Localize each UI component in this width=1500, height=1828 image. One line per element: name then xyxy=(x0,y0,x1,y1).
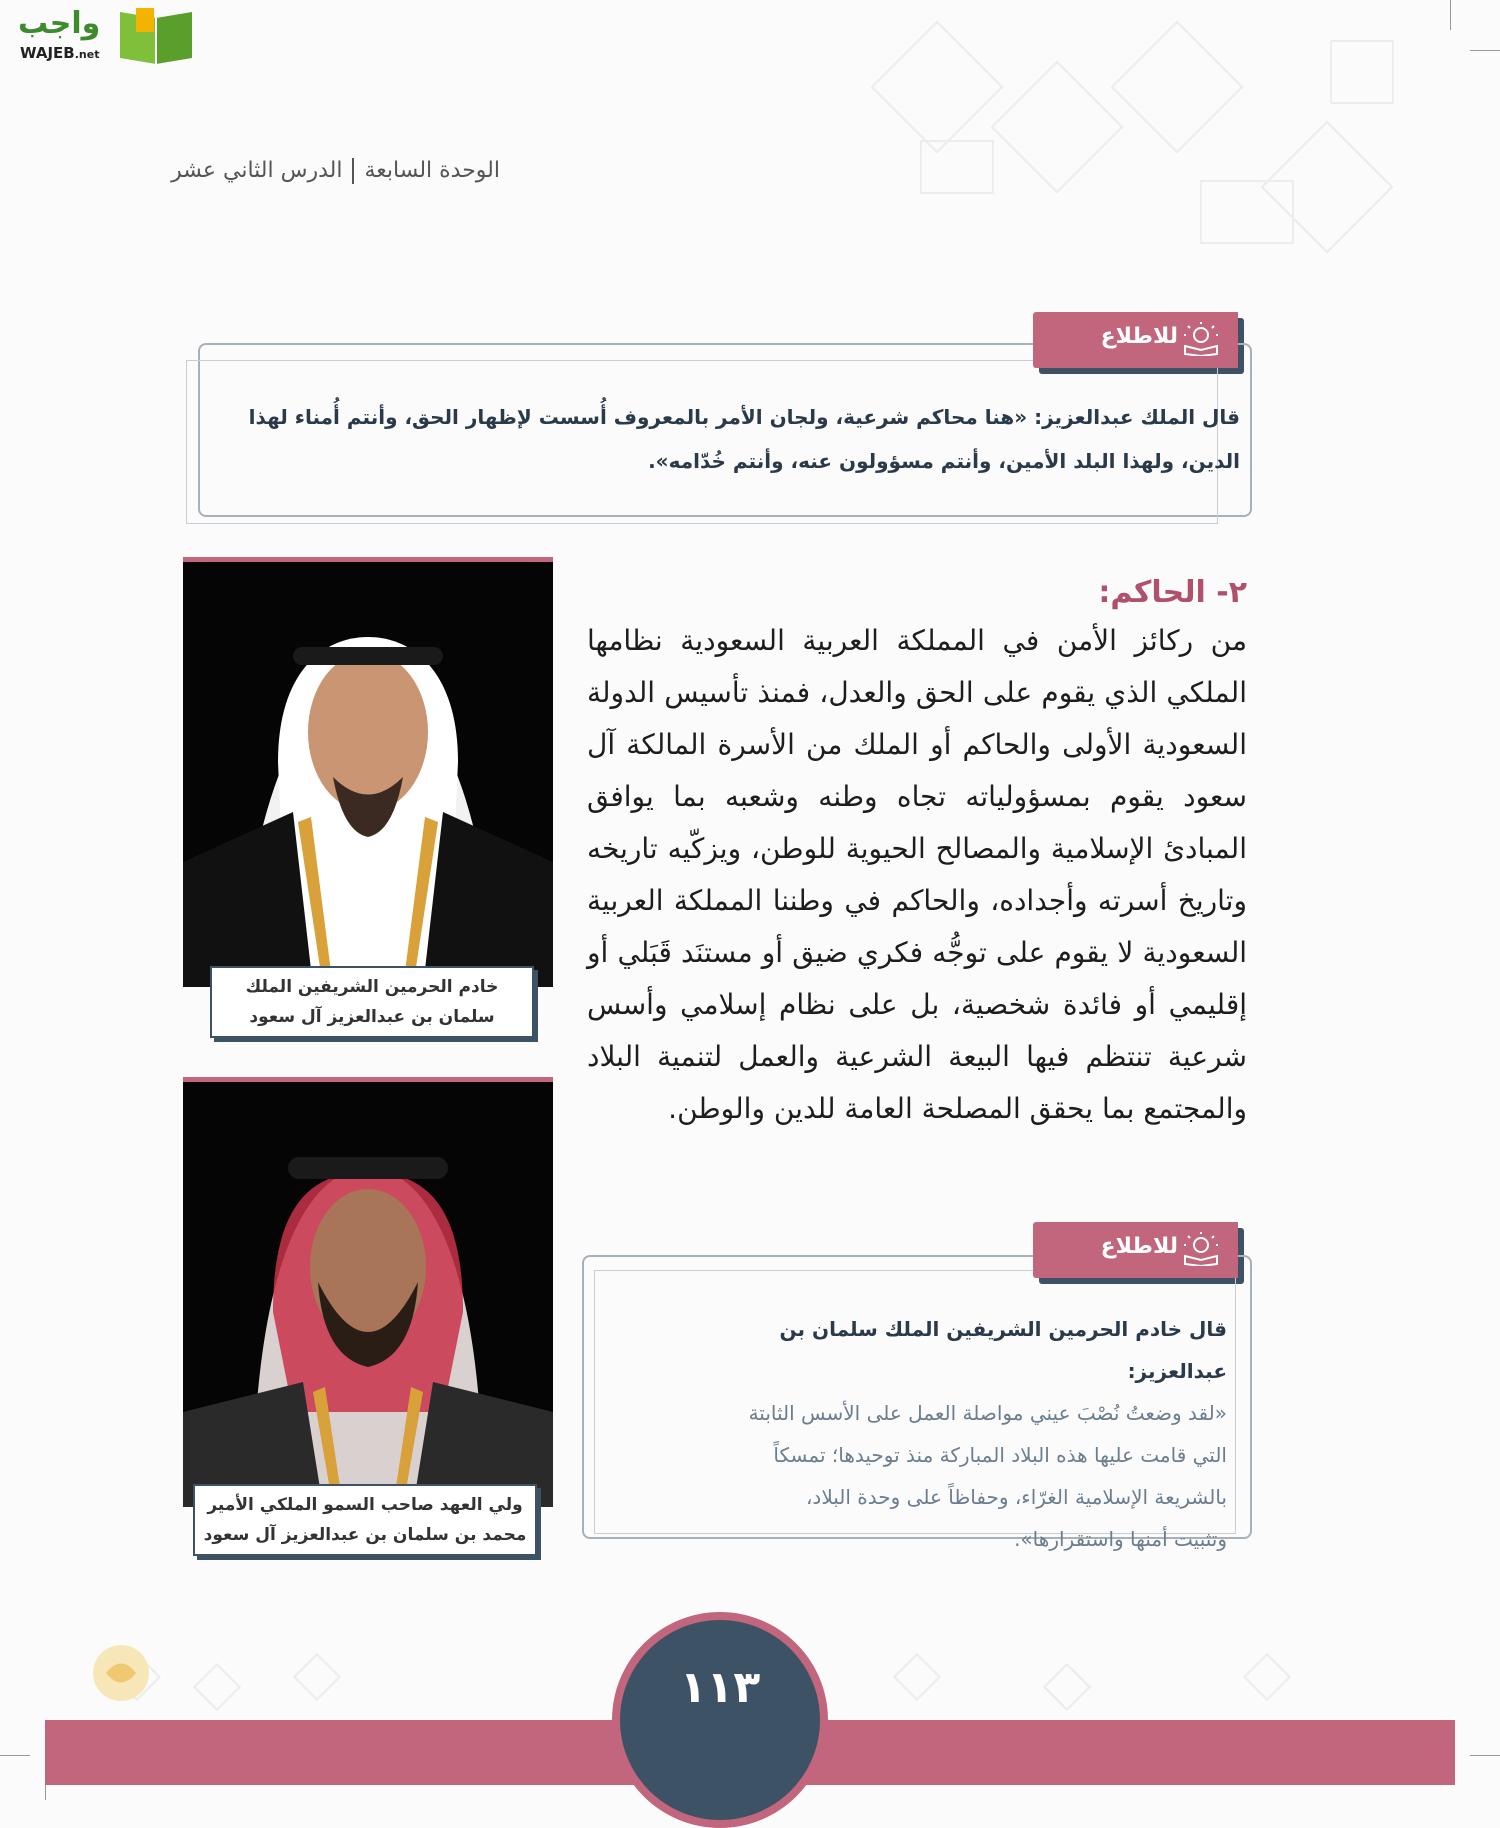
king-salman-portrait xyxy=(183,557,553,987)
info-tag-1 xyxy=(1033,312,1238,368)
background-pattern xyxy=(1330,40,1394,104)
caption-line: محمد بن سلمان بن عبدالعزيز آل سعود xyxy=(203,1525,527,1545)
book-icon xyxy=(116,6,196,66)
logo-suffix: .net xyxy=(74,48,100,61)
background-pattern xyxy=(1200,180,1294,244)
crop-mark xyxy=(1470,1755,1500,1756)
page-number-circle xyxy=(620,1620,820,1820)
portrait-caption-2 xyxy=(193,1484,537,1556)
background-pattern xyxy=(871,21,1004,154)
logo-en: WAJEB xyxy=(20,44,75,62)
background-pattern xyxy=(920,140,994,194)
page-number: ١١٣ xyxy=(679,1662,761,1713)
wajeb-logo[interactable] xyxy=(10,6,190,68)
portrait-illustration xyxy=(183,1082,553,1507)
lightbulb-book-icon xyxy=(1182,322,1220,356)
background-pattern xyxy=(193,1663,241,1711)
background-pattern xyxy=(991,61,1124,194)
page-header xyxy=(171,158,500,184)
publisher-emblem-icon xyxy=(88,1640,154,1706)
caption-line: خادم الحرمين الشريفين الملك xyxy=(245,977,499,997)
crown-prince-portrait xyxy=(183,1077,553,1507)
caption-line: ولي العهد صاحب السمو الملكي الأمير xyxy=(207,1495,523,1515)
quote-text: «لقد وضعتُ نُصْبَ عيني مواصلة العمل على الأسس الثابتة التي قامت عليها هذه البلاد المباركة منذ توحيدها؛ تمسكاً بالشريعة الإسلامية الغرّاء، وحفاظاً على وحدة البلاد، وتثبيت أمنها واستقرارها». xyxy=(748,1401,1227,1551)
info-tag-label: للاطلاع xyxy=(1100,324,1178,349)
background-pattern xyxy=(293,1653,341,1701)
info-tag-label: للاطلاع xyxy=(1100,1234,1178,1259)
logo-subtext xyxy=(20,44,99,62)
portrait-illustration xyxy=(183,562,553,987)
background-pattern xyxy=(893,1653,941,1701)
info-quote-1: قال الملك عبدالعزيز: «هنا محاكم شرعية، ولجان الأمر بالمعروف أُسست لإظهار الحق، وأنتم أُمناء لهذا الدين، ولهذا البلد الأمين، وأنتم مسؤولون عنه، وأنتم خُدّامه». xyxy=(248,405,1240,473)
info-quote-2 xyxy=(747,1308,1227,1560)
crop-mark xyxy=(1470,50,1500,51)
unit-title: الوحدة السابعة xyxy=(364,158,500,183)
caption-line: سلمان بن عبدالعزيز آل سعود xyxy=(249,1007,495,1027)
quote-lead: قال خادم الحرمين الشريفين الملك سلمان بن عبدالعزيز: xyxy=(779,1317,1227,1383)
background-pattern xyxy=(1243,1653,1291,1701)
crop-mark xyxy=(0,1755,30,1756)
portrait-caption-1 xyxy=(210,966,534,1038)
section-title: ٢- الحاكم: xyxy=(1098,575,1247,610)
info-tag-2 xyxy=(1033,1222,1238,1278)
section-body: من ركائز الأمن في المملكة العربية السعودية نظامها الملكي الذي يقوم على الحق والعدل، فمنذ تأسيس الدولة السعودية الأولى والحاكم أو الملك من الأسرة المالكة آل سعود يقوم بمسؤولياته تجاه وطنه وشعبه بما يوافق المبادئ الإسلامية والمصالح الحيوية للوطن، ويزكّيه تاريخه وتاريخ أسرته وأجداده، والحاكم في وطننا المملكة العربية السعودية لا يقوم على توجُّه فكري ضيق أو مستنَد قَبَلي أو إقليمي أو فائدة شخصية، بل على نظام إسلامي وأسس شرعية تنتظم فيها البيعة الشرعية والعمل لتنمية البلاد والمجتمع بما يحقق المصلحة العامة للدين والوطن. xyxy=(587,624,1247,1125)
lightbulb-book-icon xyxy=(1182,1232,1220,1266)
background-pattern xyxy=(1111,21,1244,154)
header-separator xyxy=(352,158,354,184)
background-pattern xyxy=(1043,1663,1091,1711)
crop-mark xyxy=(1450,0,1451,30)
logo-text: واجب xyxy=(18,6,101,41)
lesson-title: الدرس الثاني عشر xyxy=(171,158,343,183)
